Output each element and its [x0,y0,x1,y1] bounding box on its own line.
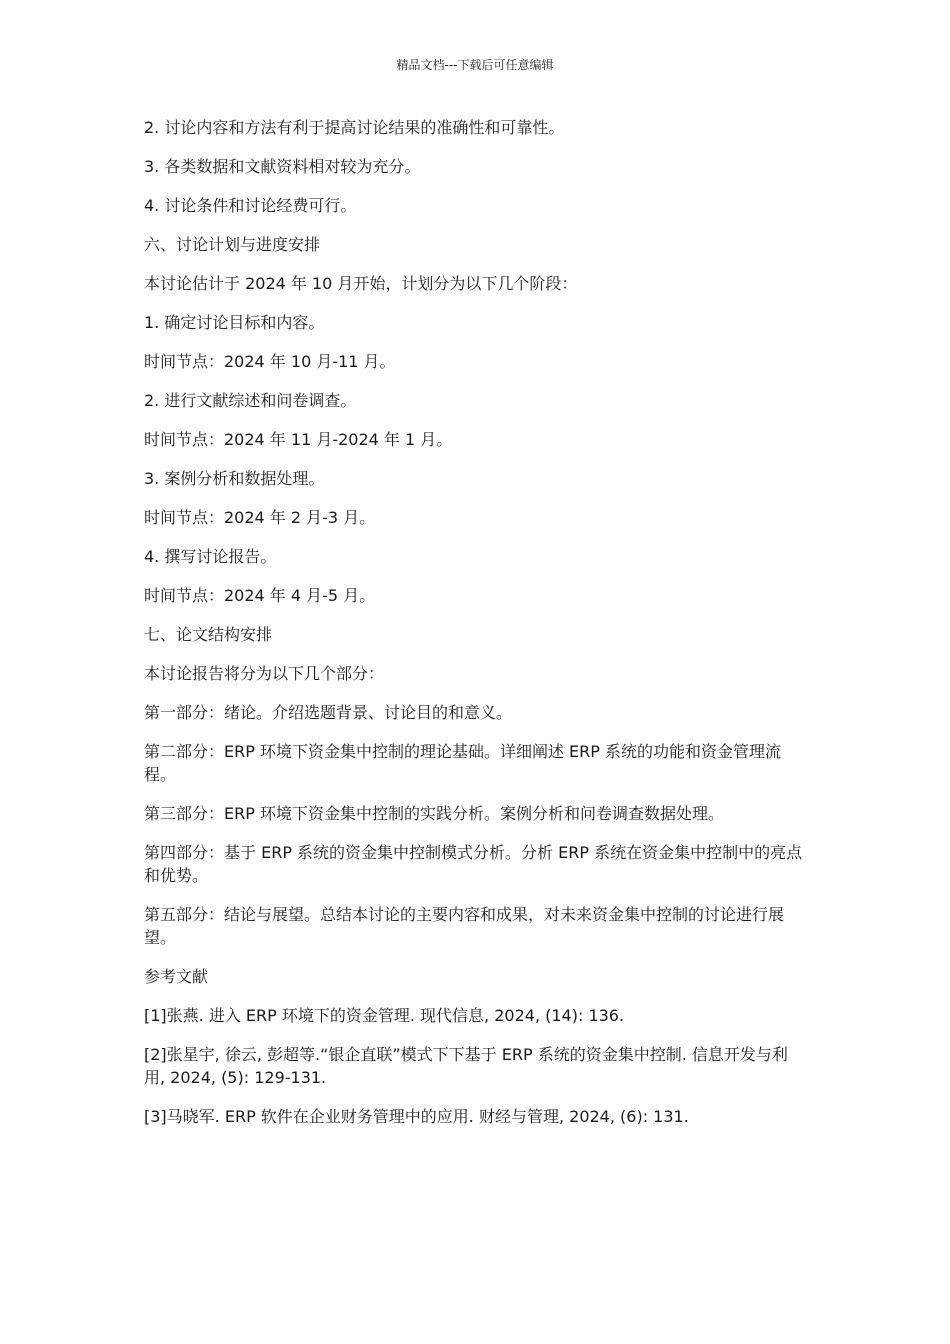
plan-stage-4-time: 时间节点：2024 年 4 月-5 月。 [144,586,376,605]
document-body [144,116,808,1144]
paragraph-structure-intro: 本讨论报告将分为以下几个部分： [144,664,385,683]
reference-item-1: [1]张燕. 进入 ERP 环境下的资金管理. 现代信息, 2024, (14): 136. [144,1006,625,1025]
section-heading-references: 参考文献 [144,967,209,986]
page-header: 精品文档---下载后可任意编辑 [396,58,554,72]
paragraph-feasibility-3: 3. 各类数据和文献资料相对较为充分。 [144,157,421,176]
paragraph-feasibility-4: 4. 讨论条件和讨论经费可行。 [144,196,357,215]
paragraph-feasibility-2: 2. 讨论内容和方法有利于提高讨论结果的准确性和可靠性。 [144,118,565,137]
structure-part-3: 第三部分：ERP 环境下资金集中控制的实践分析。案例分析和问卷调查数据处理。 [144,804,724,823]
section-heading-plan: 六、讨论计划与进度安排 [144,235,321,254]
plan-stage-1: 1. 确定讨论目标和内容。 [144,313,325,332]
plan-stage-2-time: 时间节点：2024 年 11 月-2024 年 1 月。 [144,430,453,449]
structure-part-4: 第四部分：基于 ERP 系统的资金集中控制模式分析。分析 ERP 系统在资金集中控制中的亮点和优势。 [144,843,803,885]
plan-stage-3-time: 时间节点：2024 年 2 月-3 月。 [144,508,376,527]
section-heading-structure: 七、论文结构安排 [144,625,273,644]
structure-part-5: 第五部分：结论与展望。总结本讨论的主要内容和成果，对未来资金集中控制的讨论进行展望。 [144,905,785,947]
paragraph-plan-intro: 本讨论估计于 2024 年 10 月开始，计划分为以下几个阶段： [144,274,578,293]
plan-stage-4: 4. 撰写讨论报告。 [144,547,277,566]
reference-item-2: [2]张星宇, 徐云, 彭超等.“银企直联”模式下下基于 ERP 系统的资金集中控制. 信息开发与利用, 2024, (5): 129-131. [144,1045,788,1087]
reference-item-3: [3]马晓军. ERP 软件在企业财务管理中的应用. 财经与管理, 2024, (6): 131. [144,1107,689,1126]
structure-part-2: 第二部分：ERP 环境下资金集中控制的理论基础。详细阐述 ERP 系统的功能和资金管理流程。 [144,742,782,784]
plan-stage-3: 3. 案例分析和数据处理。 [144,469,325,488]
plan-stage-2: 2. 进行文献综述和问卷调查。 [144,391,357,410]
structure-part-1: 第一部分：绪论。介绍选题背景、讨论目的和意义。 [144,703,513,722]
plan-stage-1-time: 时间节点：2024 年 10 月-11 月。 [144,352,396,371]
